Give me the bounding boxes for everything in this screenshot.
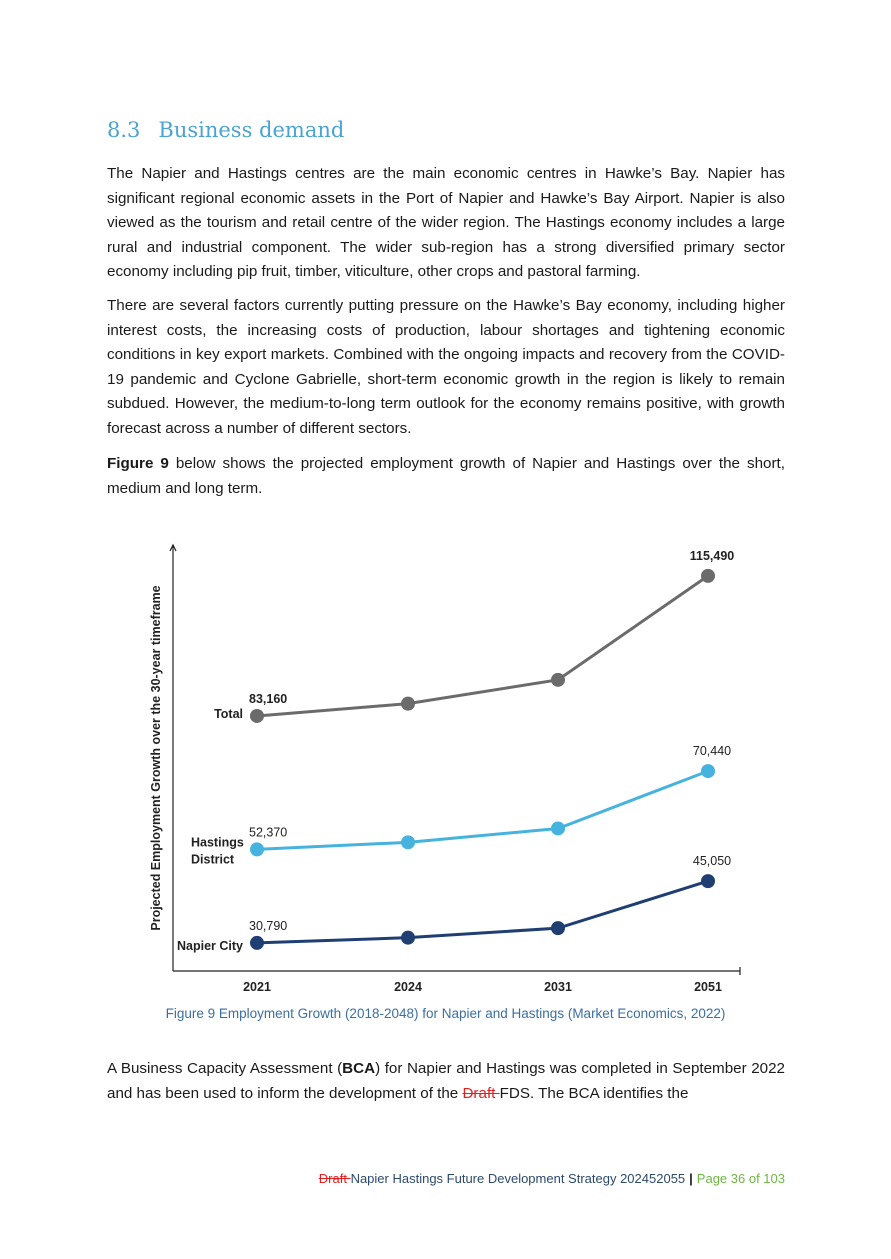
data-label-start: 52,370	[249, 825, 288, 840]
data-point	[551, 821, 565, 835]
page-footer	[319, 1171, 785, 1186]
paragraph-bca	[107, 1057, 785, 1106]
series-name-label: Total	[214, 706, 243, 721]
data-label-start: 30,790	[249, 918, 288, 933]
series-name-label: Napier City	[177, 938, 243, 953]
bca-abbrev: BCA	[342, 1060, 376, 1077]
bca-draft-strike: Draft	[462, 1084, 500, 1102]
series-name-label: Hastings District	[191, 835, 244, 867]
section-heading	[107, 118, 344, 142]
data-label-start: 83,160	[249, 691, 288, 706]
data-point	[401, 931, 415, 945]
x-tick-label: 2021	[243, 980, 271, 994]
figure-reference-text: below shows the projected employment growth of Napier and Hastings over the short, medium and long term.	[107, 455, 785, 497]
footer-draft-strike: Draft	[318, 1171, 351, 1186]
x-tick-label: 2051	[694, 980, 722, 994]
data-point	[551, 921, 565, 935]
footer-title: Napier Hastings Future Development Strategy 202452055	[350, 1171, 686, 1186]
series-line	[257, 881, 708, 943]
data-point	[701, 874, 715, 888]
section-number: 8.3	[107, 118, 141, 142]
x-tick-label: 2024	[394, 980, 422, 994]
paragraph-figure-reference	[107, 452, 785, 501]
employment-growth-chart	[140, 535, 760, 995]
section-title: Business demand	[158, 118, 345, 142]
figure-caption: Figure 9 Employment Growth (2018-2048) for Napier and Hastings (Market Economics, 2022)	[165, 1006, 726, 1021]
bca-text-a: A Business Capacity Assessment (	[107, 1060, 343, 1077]
y-axis-label: Projected Employment Growth over the 30-year timeframe	[149, 585, 163, 931]
x-tick-label: 2031	[544, 980, 572, 994]
footer-page-number: Page 36 of 103	[696, 1171, 785, 1186]
series-line	[257, 771, 708, 849]
data-point	[250, 936, 264, 950]
data-point	[250, 709, 264, 723]
data-point	[551, 673, 565, 687]
paragraph-economic-centres: The Napier and Hastings centres are the main economic centres in Hawke’s Bay. Napier has significant regional economic assets in the Port of Napier and Hawke’s Bay Airport. Napier is also viewed as the tourism and retail centre of the wider region. The Hastings economy includes a large rural and industrial component. The wider sub-region has a strong diversified primary sector economy including pip fruit, timber, viticulture, other crops and pastoral farming.	[107, 165, 785, 280]
data-point	[401, 835, 415, 849]
bca-text-c: FDS. The BCA identifies the	[499, 1084, 689, 1102]
footer-separator: |	[689, 1171, 693, 1186]
data-point	[401, 697, 415, 711]
paragraph-economic-pressures: There are several factors currently putting pressure on the Hawke’s Bay economy, including higher interest costs, the increasing costs of production, labour shortages and tightening economic conditions in key export markets. Combined with the ongoing impacts and recovery from the COVID-19 pandemic and Cyclone Gabrielle, short-term economic growth in the region is likely to remain subdued. However, the medium-to-long term outlook for the economy remains positive, with growth forecast across a number of different sectors.	[107, 297, 785, 437]
data-label-end: 70,440	[692, 744, 732, 759]
data-point	[701, 569, 715, 583]
series-line	[257, 576, 708, 716]
data-point	[701, 764, 715, 778]
data-label-end: 45,050	[692, 854, 732, 869]
data-label-end: 115,490	[689, 548, 735, 563]
figure-reference-link: Figure 9	[107, 455, 169, 472]
data-point	[250, 842, 264, 856]
bca-text-b: ) for Napier and Hastings was completed in September 2022 and has been used to inform the development of the	[107, 1060, 785, 1102]
